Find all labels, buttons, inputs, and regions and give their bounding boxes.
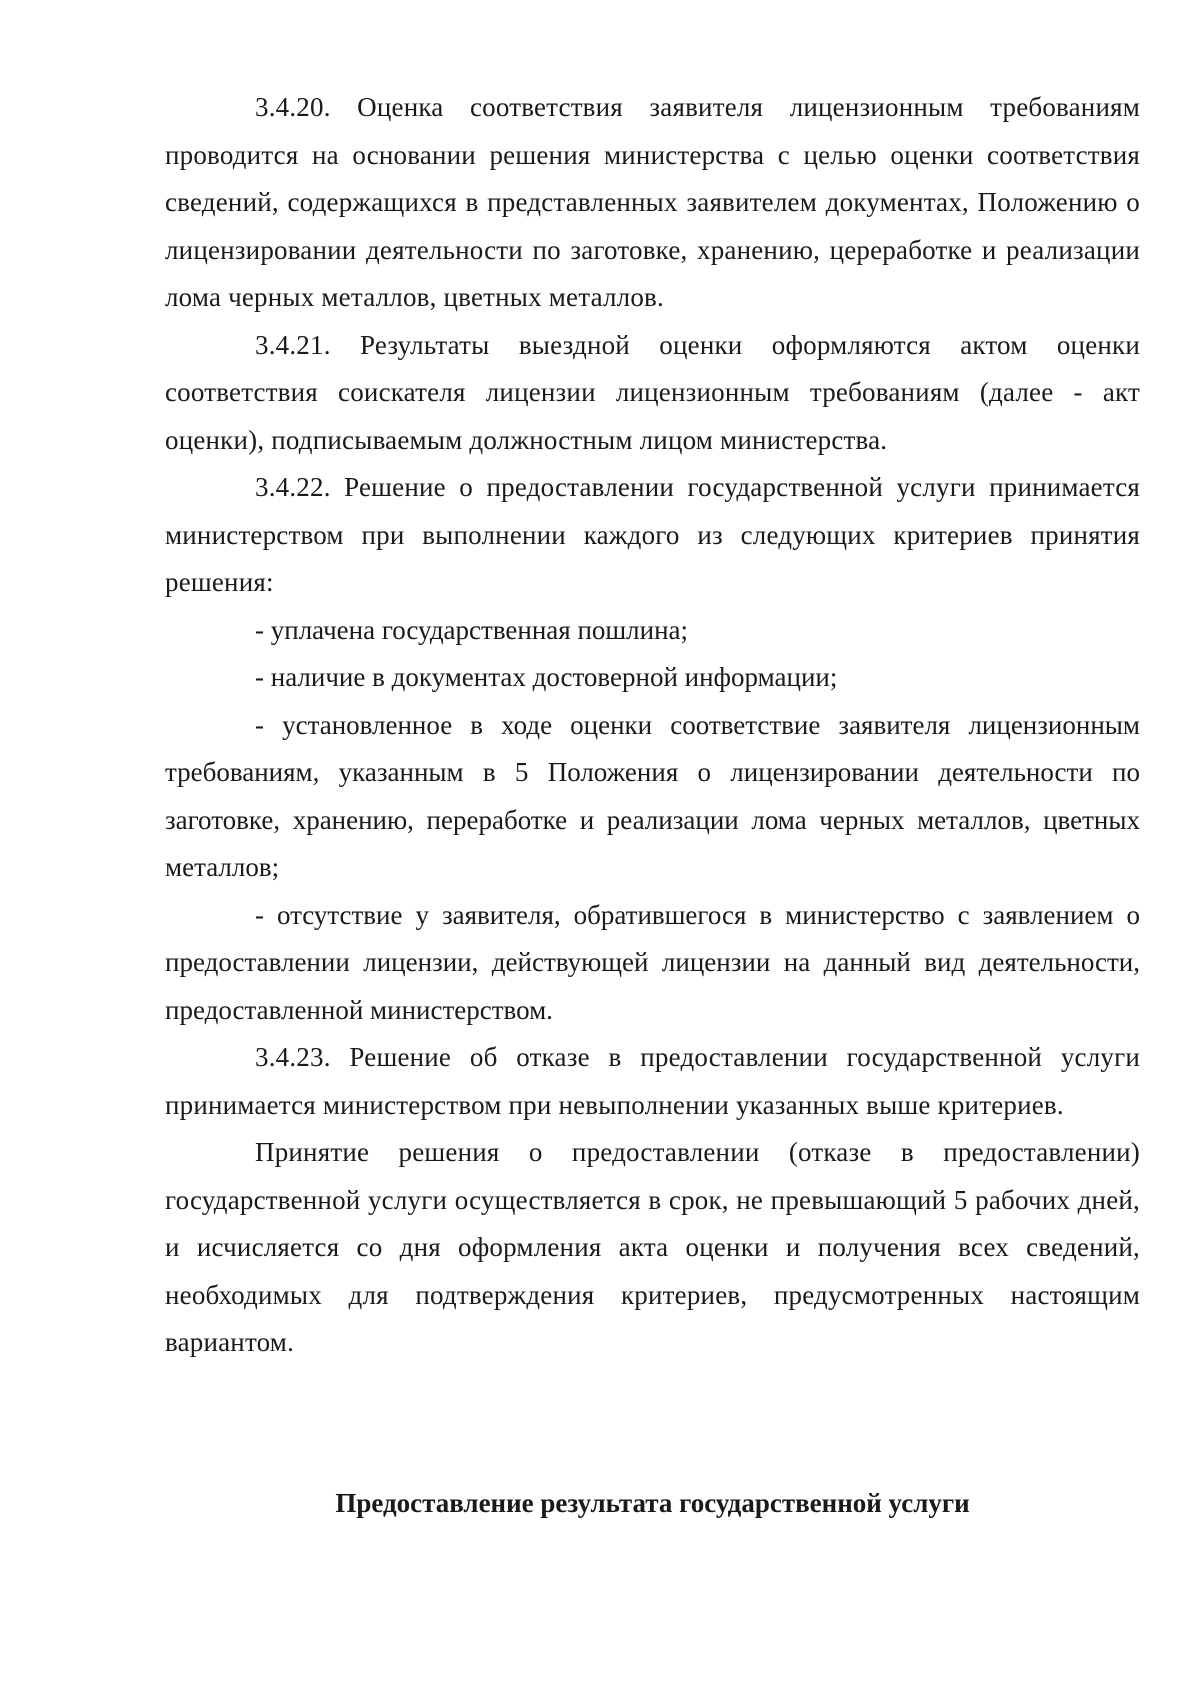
paragraph-decision-term: Принятие решения о предоставлении (отказе в предоставлении) государственной услуги осуществляется в срок, не превышающий 5 рабочих дней, и исчисляется со дня оформления акта оценки и получения всех сведений, необходимых для подтверждения критериев, предусмотренных настоящим вариантом. xyxy=(165,1137,1140,1357)
paragraph-3-4-23: 3.4.23. Решение об отказе в предоставлении государственной услуги принимается министерством при невыполнении указанных выше критериев. xyxy=(165,1042,1140,1120)
criterion-item: - наличие в документах достоверной информации; xyxy=(255,662,838,692)
section-heading: Предоставление результата государственной услуги xyxy=(335,1488,970,1518)
paragraph-3-4-21: 3.4.21. Результаты выездной оценки оформляются актом оценки соответствия соискателя лицензии лицензионным требованиям (далее - акт оценки), подписываемым должностным лицом министерства. xyxy=(165,329,1140,455)
criterion-item: - отсутствие у заявителя, обратившегося в министерство с заявлением о предоставлении лицензии, действующей лицензии на данный вид деятельности, предоставленной министерством. xyxy=(165,899,1140,1025)
document-body xyxy=(165,84,1140,1367)
paragraph-3-4-20: 3.4.20. Оценка соответствия заявителя лицензионным требованиям проводится на основании решения министерства с целью оценки соответствия сведений, содержащихся в представленных заявителем документах, Положению о лицензировании деятельности по заготовке, хранению, цереработке и реализации лома черных металлов, цветных металлов. xyxy=(165,92,1140,312)
paragraph-3-4-22: 3.4.22. Решение о предоставлении государственной услуги принимается министерством при выполнении каждого из следующих критериев принятия решения: xyxy=(165,472,1140,597)
criterion-item: - уплачена государственная пошлина; xyxy=(255,614,689,645)
criterion-item: - установленное в ходе оценки соответствие заявителя лицензионным требованиям, указанным в 5 Положения о лицензировании деятельности по заготовке, хранению, переработке и реализации лома черных металлов, цветных металлов; xyxy=(165,709,1140,882)
